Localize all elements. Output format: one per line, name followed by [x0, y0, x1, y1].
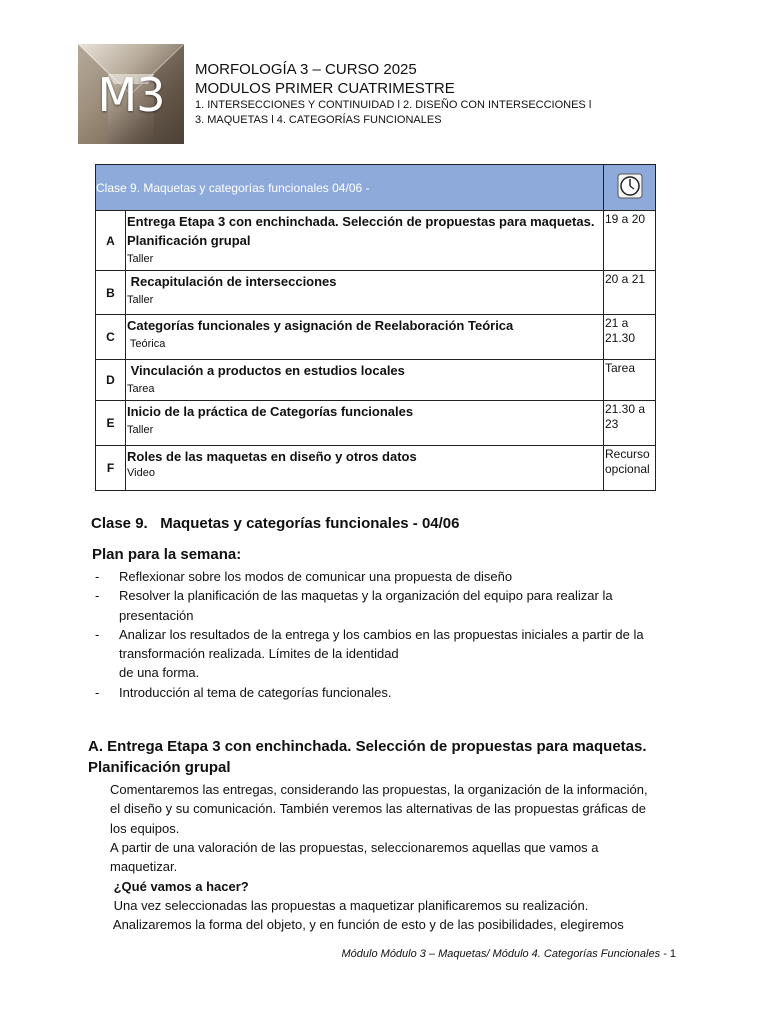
- row-letter: C: [96, 315, 126, 360]
- row-title: Roles de las maquetas en diseño y otros datos: [127, 449, 417, 464]
- bullet-dash: -: [95, 569, 100, 584]
- schedule-header: Clase 9. Maquetas y categorías funcionales 04/06 -: [96, 165, 604, 211]
- row-type: Tarea: [127, 383, 155, 395]
- page-footer: [342, 948, 676, 960]
- footer-text: Módulo Módulo 3 – Maquetas/ Módulo 4. Categorías Funcionales -: [341, 948, 667, 960]
- bullet-dash: -: [95, 626, 100, 642]
- row-activity: [126, 211, 604, 271]
- plan-item-text: Analizar los resultados de la entrega y los cambios en las propuestas iniciales a partir de la transformación realizada. Límites de la identidad: [119, 626, 644, 662]
- row-activity: [126, 446, 604, 491]
- row-time: 20 a 21: [604, 271, 656, 315]
- plan-item-text: Introducción al tema de categorías funcionales.: [119, 684, 392, 700]
- row-time: 21.30 a 23: [604, 401, 656, 446]
- schedule-row: [96, 446, 656, 491]
- row-title: Entrega Etapa 3 con enchinchada. Selección de propuestas para maquetas. Planificación grupal: [127, 214, 595, 248]
- plan-title: Plan para la semana:: [92, 546, 242, 563]
- row-type: Taller: [127, 424, 154, 436]
- modules-list-2: 3. MAQUETAS l 4. CATEGORÍAS FUNCIONALES: [195, 114, 442, 126]
- plan-item-extra: de una forma.: [119, 665, 200, 681]
- section-a-question: ¿Qué vamos a hacer?: [110, 879, 249, 894]
- row-letter: A: [96, 211, 126, 271]
- schedule-row: [96, 211, 656, 271]
- bullet-dash: -: [95, 684, 100, 700]
- row-type: Video: [127, 467, 155, 479]
- row-title: Vinculación a productos en estudios locales: [127, 363, 405, 378]
- list-item: [92, 586, 692, 625]
- row-type: Taller: [127, 294, 154, 306]
- row-time: Tarea: [604, 360, 656, 401]
- schedule-row: [96, 401, 656, 446]
- row-title: Recapitulación de intersecciones: [127, 274, 337, 289]
- modules-list-1: 1. INTERSECCIONES Y CONTINUIDAD l 2. DISEÑO CON INTERSECCIONES l: [195, 99, 592, 111]
- course-logo: [78, 44, 184, 144]
- logo-text: M3: [97, 68, 165, 122]
- plan-list: [92, 567, 692, 702]
- schedule-table: [95, 164, 656, 491]
- page-number: 1: [669, 948, 676, 960]
- section-a-paragraph-3: Una vez seleccionadas las propuestas a maquetizar planificaremos su realización.: [110, 898, 589, 913]
- clock-icon: [617, 173, 643, 199]
- document-header: [195, 60, 591, 128]
- row-letter: D: [96, 360, 126, 401]
- section-a-paragraph-4: Analizaremos la forma del objeto, y en función de esto y de las posibilidades, elegiremos: [110, 917, 624, 932]
- row-time: Recurso opcional: [604, 446, 656, 491]
- schedule-row: [96, 315, 656, 360]
- row-title: Inicio de la práctica de Categorías funcionales: [127, 404, 414, 419]
- row-time: 19 a 20: [604, 211, 656, 271]
- section-a-paragraph-2: A partir de una valoración de las propuestas, seleccionaremos aquellas que vamos a maquetizar.: [110, 840, 599, 875]
- schedule-row: [96, 360, 656, 401]
- row-type: Teórica: [127, 338, 166, 350]
- modules-title: MODULOS PRIMER CUATRIMESTRE: [195, 80, 455, 97]
- row-type: Taller: [127, 253, 154, 265]
- row-time: 21 a 21.30: [604, 315, 656, 360]
- schedule-clock-cell: [604, 165, 656, 211]
- row-letter: B: [96, 271, 126, 315]
- section-a-title: A. Entrega Etapa 3 con enchinchada. Selección de propuestas para maquetas. Planificación grupal: [88, 738, 647, 776]
- row-letter: F: [96, 446, 126, 491]
- course-title: MORFOLOGÍA 3 – CURSO 2025: [195, 61, 417, 78]
- list-item: [92, 625, 692, 683]
- plan-item-text: Reflexionar sobre los modos de comunicar una propuesta de diseño: [119, 569, 513, 584]
- schedule-row: [96, 271, 656, 315]
- list-item: [92, 683, 692, 702]
- bullet-dash: -: [95, 588, 100, 604]
- row-activity: [126, 401, 604, 446]
- schedule-header-row: [96, 165, 656, 211]
- plan-item-text: Resolver la planificación de las maquetas y la organización del equipo para realizar la presentación: [119, 588, 613, 623]
- row-activity: [126, 271, 604, 315]
- row-letter: E: [96, 401, 126, 446]
- list-item: [92, 567, 692, 586]
- row-title: Categorías funcionales y asignación de Reelaboración Teórica: [127, 318, 514, 333]
- row-activity: [126, 360, 604, 401]
- section-a-paragraph-1: Comentaremos las entregas, considerando las propuestas, la organización de la información, el diseño y su comunicación. También veremos las alternativas de las propuestas gráficas de los equipos.: [110, 782, 648, 836]
- row-activity: [126, 315, 604, 360]
- class-title: Clase 9. Maquetas y categorías funcionales - 04/06: [91, 515, 460, 532]
